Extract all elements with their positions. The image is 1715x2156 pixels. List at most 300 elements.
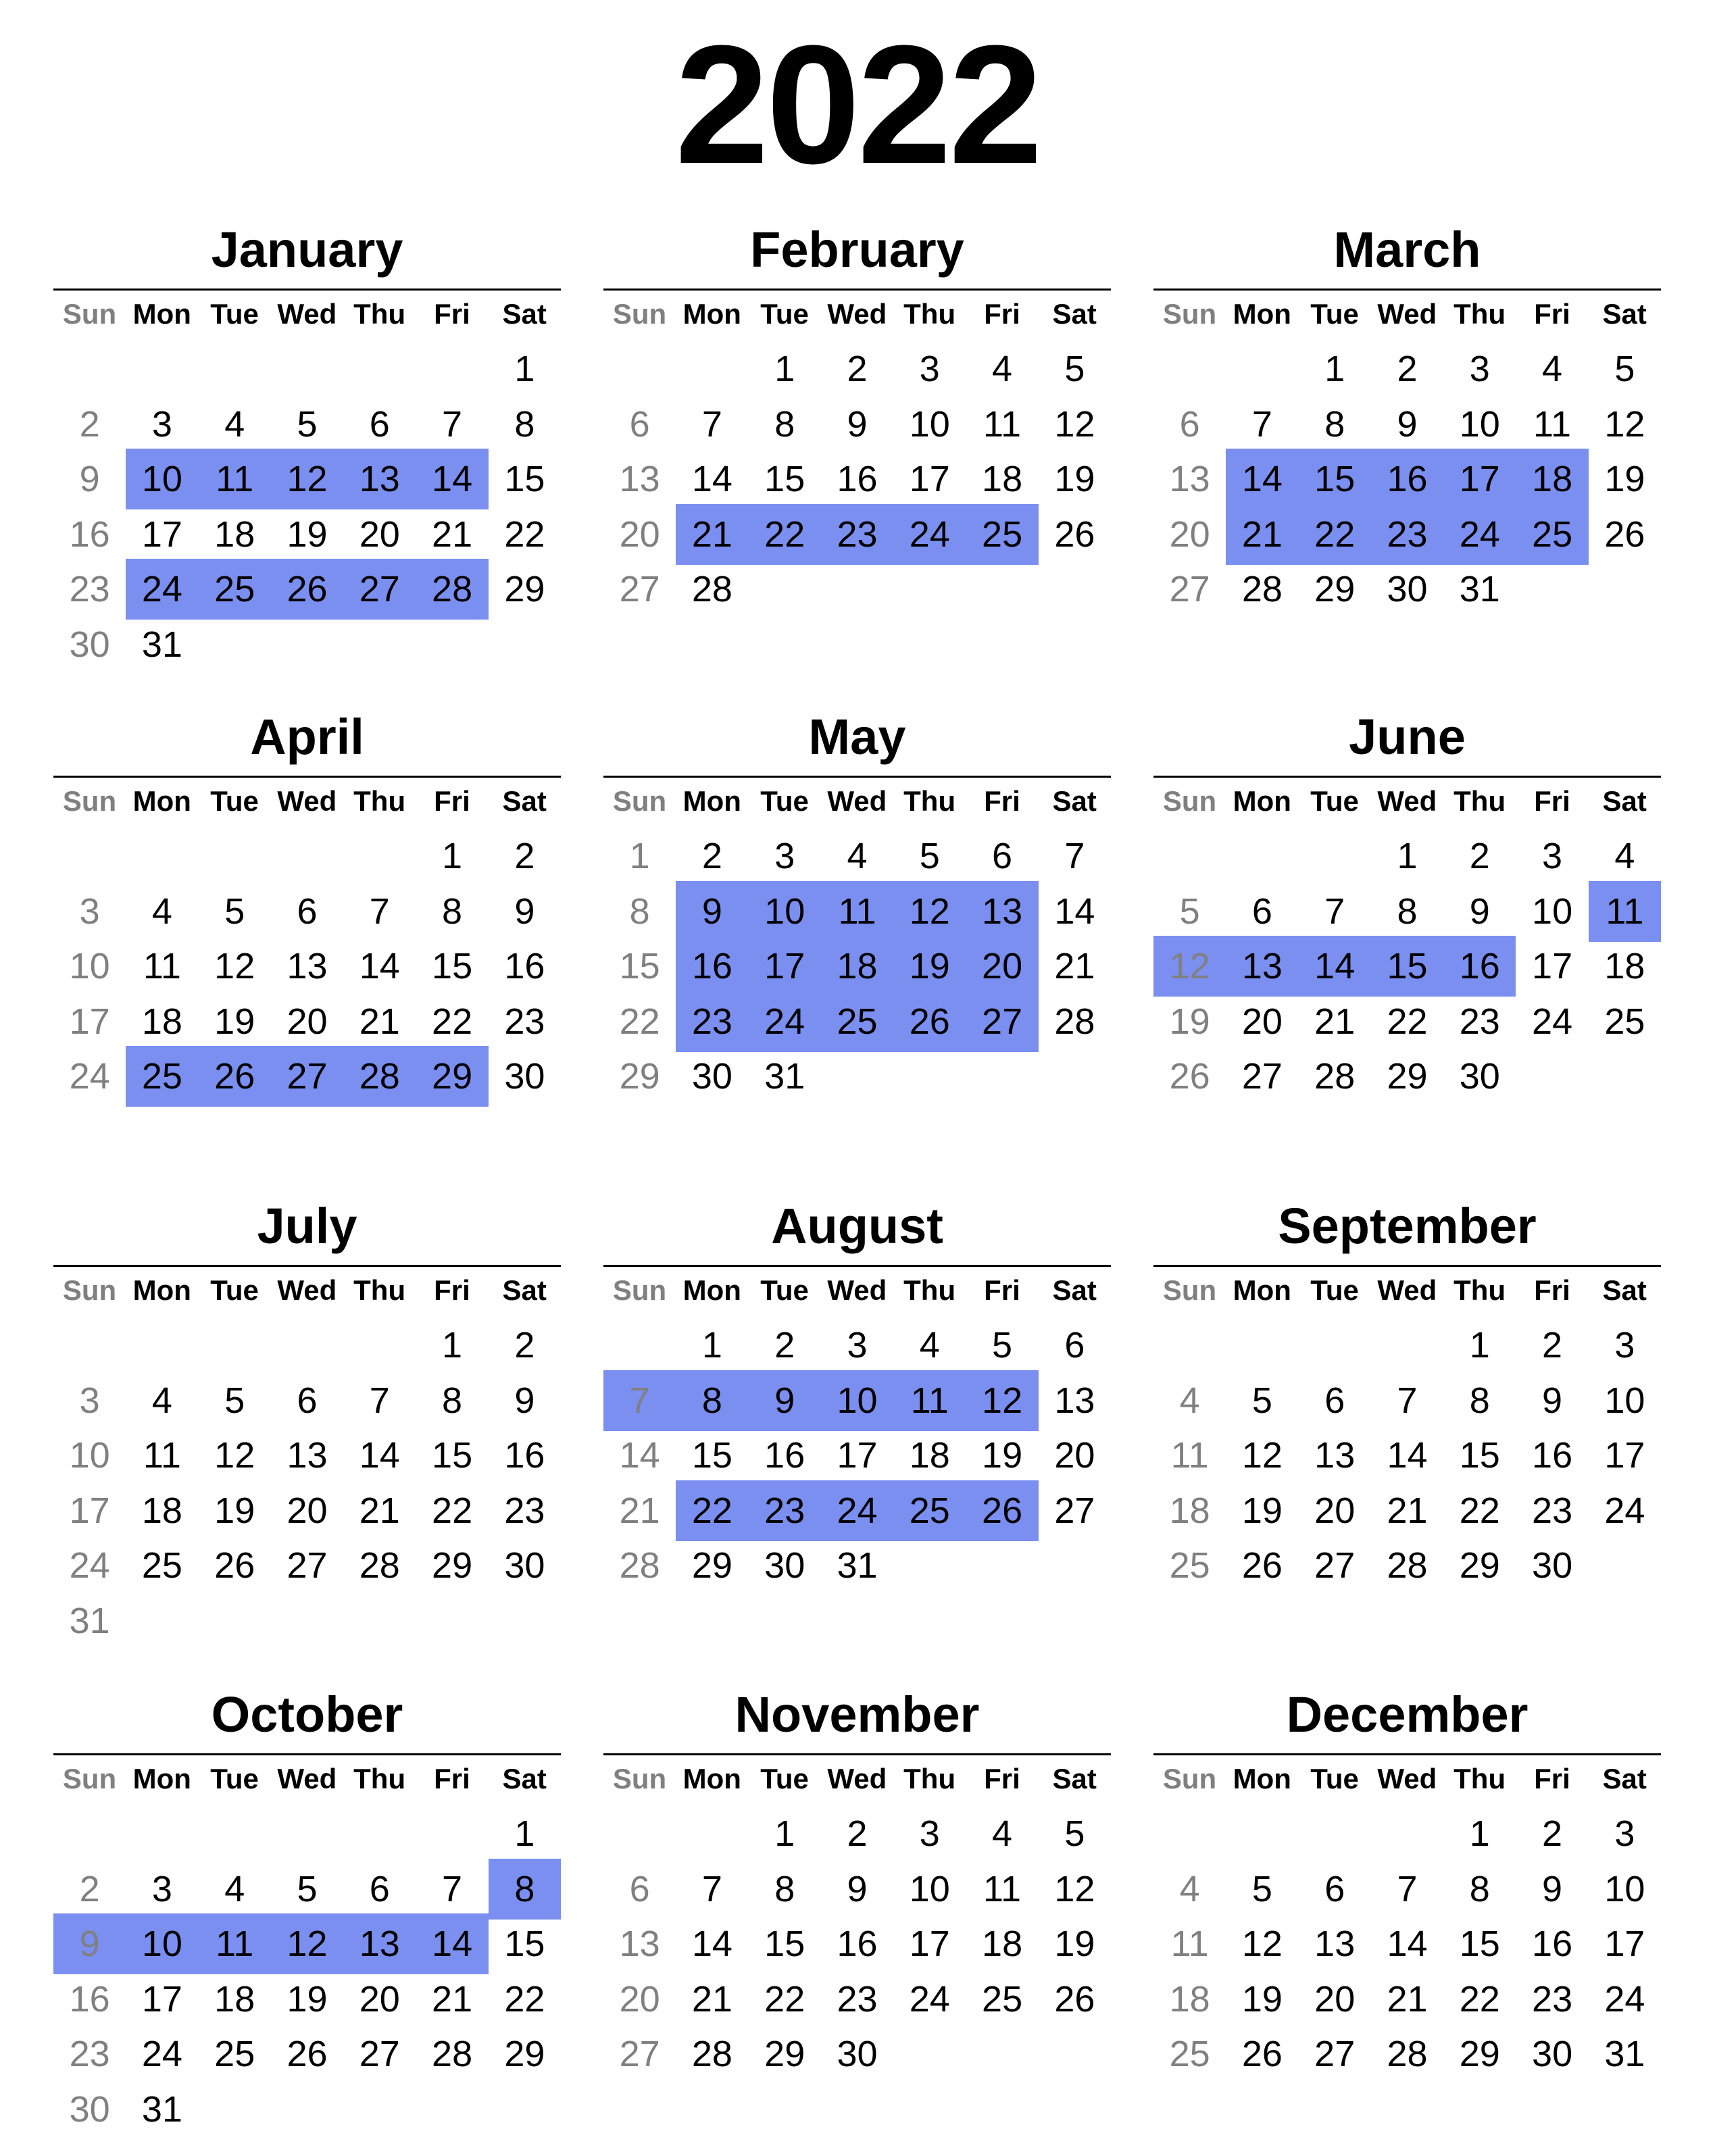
weekday-header: Sun (1162, 785, 1217, 817)
month-name: February (750, 222, 964, 278)
month-name: December (1286, 1686, 1528, 1743)
date-cell: 17 (1604, 1924, 1645, 1964)
date-cell: 22 (1387, 1001, 1428, 1042)
date-cell: 21 (1314, 1001, 1356, 1042)
weekday-header: Wed (277, 298, 337, 330)
date-cell-highlighted: 24 (821, 1480, 893, 1541)
date-cell: 3 (919, 1813, 940, 1854)
date-cell: 4 (151, 891, 172, 932)
date-cell: 22 (764, 1978, 805, 2020)
date-cell-highlighted: 11 (199, 1913, 271, 1974)
date-cell: 30 (1532, 2034, 1573, 2074)
date-cell: 28 (1054, 1001, 1095, 1042)
date-cell-highlighted: 20 (966, 936, 1038, 997)
weekday-header: Thu (1453, 1274, 1506, 1306)
year-title: 2022 (674, 10, 1041, 199)
date-cell: 2 (1469, 836, 1490, 876)
date-cell: 1 (701, 1325, 722, 1365)
weekday-header: Mon (132, 298, 191, 330)
date-cell: 27 (619, 569, 660, 609)
weekday-header: Mon (682, 1763, 741, 1795)
date-cell: 30 (69, 2088, 110, 2130)
date-cell: 29 (1459, 2034, 1500, 2074)
date-cell: 23 (837, 1978, 878, 2020)
weekday-header: Wed (1377, 785, 1437, 817)
date-cell: 12 (1241, 1435, 1283, 1476)
date-cell-highlighted: 15 (1299, 449, 1371, 509)
date-cell: 17 (909, 1924, 950, 1964)
date-cell-highlighted: 13 (1226, 936, 1298, 997)
weekday-header: Wed (1377, 1763, 1437, 1795)
date-cell: 13 (1054, 1380, 1095, 1421)
date-cell: 7 (1064, 836, 1085, 876)
date-cell-highlighted: 26 (893, 991, 966, 1052)
date-cell: 6 (992, 836, 1013, 876)
date-cell: 1 (1397, 836, 1418, 876)
date-cell: 18 (1169, 1490, 1210, 1531)
date-cell: 29 (764, 2034, 805, 2074)
date-cell: 26 (1054, 1978, 1095, 2020)
date-cell: 28 (1314, 1056, 1356, 1097)
date-cell: 7 (701, 1868, 722, 1909)
date-cell: 20 (1054, 1435, 1095, 1476)
date-cell: 18 (909, 1435, 950, 1476)
weekday-header: Mon (682, 298, 741, 330)
date-cell-highlighted: 18 (1516, 449, 1588, 509)
date-cell: 4 (1179, 1380, 1200, 1421)
date-cell: 6 (629, 403, 650, 445)
weekday-header: Sun (612, 1274, 667, 1306)
date-cell: 13 (619, 1924, 660, 1964)
date-cell-highlighted: 12 (893, 881, 966, 942)
date-cell: 31 (69, 1600, 110, 1641)
date-cell: 26 (1241, 2034, 1283, 2074)
date-cell: 15 (1459, 1924, 1500, 1964)
date-cell: 5 (1251, 1868, 1272, 1909)
date-cell: 3 (79, 891, 100, 932)
date-cell: 18 (1169, 1978, 1210, 2020)
date-cell: 3 (1614, 1813, 1635, 1854)
weekday-header: Wed (827, 1274, 887, 1306)
date-cell: 26 (1054, 513, 1095, 555)
month-name: March (1333, 222, 1481, 278)
date-cell: 28 (359, 1545, 400, 1586)
date-cell: 23 (69, 2034, 110, 2074)
date-cell: 30 (69, 624, 110, 665)
date-cell: 29 (619, 1056, 660, 1097)
date-cell-highlighted: 25 (966, 504, 1038, 565)
date-cell: 19 (1241, 1490, 1283, 1531)
date-cell: 6 (1324, 1868, 1345, 1909)
date-cell: 4 (1614, 836, 1635, 876)
date-cell: 27 (1314, 2034, 1356, 2074)
date-cell: 9 (514, 1380, 535, 1421)
date-cell: 20 (359, 1978, 400, 2020)
date-cell-highlighted: 25 (893, 1480, 966, 1541)
date-cell: 21 (359, 1001, 400, 1042)
date-cell: 5 (1064, 1813, 1085, 1854)
date-cell: 19 (214, 1490, 255, 1531)
weekday-header: Sun (612, 298, 667, 330)
date-cell: 20 (1314, 1490, 1356, 1531)
month-name: January (211, 222, 403, 278)
date-cell: 26 (1169, 1056, 1210, 1097)
weekday-header: Sun (62, 1763, 117, 1795)
date-cell: 13 (1314, 1435, 1356, 1476)
date-cell: 6 (369, 403, 390, 445)
date-cell: 4 (992, 1813, 1013, 1854)
weekday-header: Wed (1377, 1274, 1437, 1306)
date-cell: 5 (1179, 891, 1200, 932)
date-cell: 2 (1542, 1325, 1563, 1365)
date-cell: 16 (1532, 1924, 1573, 1964)
month-divider (1153, 1753, 1661, 1755)
date-cell: 16 (837, 1924, 878, 1964)
weekday-header: Sun (1162, 1274, 1217, 1306)
date-cell: 27 (359, 2034, 400, 2074)
date-cell-highlighted: 13 (343, 449, 416, 509)
date-cell: 16 (69, 513, 110, 555)
date-cell: 10 (1604, 1380, 1645, 1421)
date-cell: 30 (691, 1056, 732, 1097)
date-cell: 5 (224, 1380, 245, 1421)
date-cell: 16 (504, 1435, 545, 1476)
date-cell: 20 (619, 1978, 660, 2020)
date-cell: 18 (141, 1001, 182, 1042)
weekday-header: Fri (434, 785, 470, 817)
date-cell: 26 (287, 2034, 328, 2074)
weekday-header: Mon (1233, 785, 1291, 817)
weekday-header: Fri (434, 298, 470, 330)
date-cell: 1 (774, 1813, 795, 1854)
date-cell: 4 (919, 1325, 940, 1365)
date-cell: 3 (1614, 1325, 1635, 1365)
month-name: October (211, 1686, 403, 1743)
weekday-header: Tue (760, 1763, 809, 1795)
date-cell-highlighted: 7 (603, 1370, 676, 1431)
date-cell: 9 (1469, 891, 1490, 932)
date-cell: 7 (442, 1868, 463, 1909)
month-divider (603, 289, 1111, 291)
date-cell: 7 (369, 1380, 390, 1421)
date-cell-highlighted: 14 (1226, 449, 1298, 509)
date-cell-highlighted: 10 (821, 1370, 893, 1431)
weekday-header: Tue (760, 785, 809, 817)
date-cell: 19 (287, 513, 328, 555)
date-cell-highlighted: 21 (1226, 504, 1298, 565)
date-cell: 24 (1532, 1001, 1573, 1042)
date-cell-highlighted: 17 (749, 936, 821, 997)
date-cell: 19 (1054, 1924, 1095, 1964)
month-november (603, 1465, 1111, 2074)
date-cell: 3 (151, 1868, 172, 1909)
weekday-header: Tue (1310, 298, 1359, 330)
date-cell: 13 (619, 459, 660, 499)
date-cell: 9 (79, 459, 100, 499)
date-cell: 9 (514, 891, 535, 932)
date-cell: 21 (1387, 1490, 1428, 1531)
date-cell-highlighted: 9 (676, 881, 748, 942)
date-cell: 7 (369, 891, 390, 932)
weekday-header: Thu (1453, 1763, 1506, 1795)
date-cell: 28 (691, 2034, 732, 2074)
weekday-header: Mon (1233, 298, 1291, 330)
date-cell: 4 (224, 403, 245, 445)
date-cell: 25 (1169, 2034, 1210, 2074)
date-cell: 23 (1459, 1001, 1500, 1042)
month-january (53, 0, 561, 665)
date-cell: 18 (1604, 946, 1645, 986)
date-cell-highlighted: 11 (893, 1370, 966, 1431)
month-divider (1153, 1265, 1661, 1267)
date-cell: 22 (619, 1001, 660, 1042)
date-cell-highlighted: 23 (676, 991, 748, 1052)
weekday-header: Sat (502, 1763, 547, 1795)
date-cell: 30 (504, 1545, 545, 1586)
date-cell: 29 (691, 1545, 732, 1586)
weekday-header: Thu (353, 298, 406, 330)
month-december (1153, 1465, 1661, 2074)
date-cell-highlighted: 9 (53, 1913, 126, 1974)
date-cell: 12 (1054, 1868, 1095, 1909)
date-cell: 2 (701, 836, 722, 876)
date-cell: 1 (442, 1325, 463, 1365)
weekday-header: Sun (62, 1274, 117, 1306)
date-cell: 21 (432, 513, 473, 555)
weekday-header: Tue (1310, 785, 1359, 817)
date-cell: 6 (1179, 403, 1200, 445)
date-cell: 22 (432, 1001, 473, 1042)
date-cell: 31 (837, 1545, 878, 1586)
date-cell: 23 (504, 1001, 545, 1042)
date-cell: 21 (1054, 946, 1095, 986)
date-cell: 1 (514, 1813, 535, 1854)
weekday-header: Fri (984, 785, 1020, 817)
date-cell: 15 (504, 459, 545, 499)
date-cell: 3 (919, 349, 940, 389)
date-cell: 10 (909, 1868, 950, 1909)
date-cell: 15 (691, 1435, 732, 1476)
date-cell: 11 (983, 1868, 1022, 1909)
date-cell: 24 (1604, 1490, 1645, 1531)
weekday-header: Fri (1534, 785, 1570, 817)
date-cell-highlighted: 27 (966, 991, 1038, 1052)
date-cell: 11 (1533, 403, 1572, 445)
weekday-header: Wed (277, 1274, 337, 1306)
date-cell: 17 (141, 1978, 182, 2020)
date-cell-highlighted: 23 (749, 1480, 821, 1541)
weekday-header: Sun (1162, 298, 1217, 330)
weekday-header: Sat (502, 298, 547, 330)
date-cell: 29 (432, 1545, 473, 1586)
date-cell: 10 (69, 946, 110, 986)
weekday-header: Thu (1453, 785, 1506, 817)
date-cell: 31 (141, 624, 182, 665)
date-cell-highlighted: 22 (1299, 504, 1371, 565)
weekday-header: Sun (62, 298, 117, 330)
date-cell: 25 (1604, 1001, 1645, 1042)
date-cell-highlighted: 10 (126, 1913, 198, 1974)
month-june (1153, 487, 1661, 1097)
date-cell: 27 (1241, 1056, 1283, 1097)
month-name: July (257, 1198, 357, 1254)
date-cell-highlighted: 11 (199, 449, 271, 509)
date-cell-highlighted: 24 (749, 991, 821, 1052)
date-cell: 14 (1387, 1924, 1428, 1964)
weekday-header: Thu (903, 1763, 956, 1795)
date-cell: 5 (1064, 349, 1085, 389)
date-cell: 5 (297, 403, 318, 445)
date-cell: 3 (79, 1380, 100, 1421)
date-cell-highlighted: 13 (343, 1913, 416, 1974)
date-cell: 23 (504, 1490, 545, 1531)
date-cell-highlighted: 29 (416, 1046, 488, 1107)
weekday-header: Sat (1602, 1274, 1647, 1306)
date-cell: 11 (143, 946, 181, 986)
date-cell: 28 (691, 569, 732, 609)
weekday-header: Sat (1052, 1763, 1097, 1795)
month-name: September (1278, 1198, 1537, 1254)
date-cell-highlighted: 12 (1153, 936, 1226, 997)
date-cell-highlighted: 22 (676, 1480, 748, 1541)
date-cell: 6 (629, 1868, 650, 1909)
date-cell: 7 (442, 403, 463, 445)
date-cell-highlighted: 12 (271, 1913, 343, 1974)
date-cell: 30 (837, 2034, 878, 2074)
date-cell: 8 (514, 403, 535, 445)
date-cell-highlighted: 21 (676, 504, 748, 565)
date-cell: 13 (1169, 459, 1210, 499)
date-cell: 22 (1459, 1490, 1500, 1531)
date-cell: 10 (1459, 403, 1500, 445)
date-cell: 16 (504, 946, 545, 986)
weekday-header: Sat (1602, 298, 1647, 330)
date-cell: 3 (1469, 349, 1490, 389)
weekday-header: Mon (1233, 1763, 1291, 1795)
date-cell: 20 (1314, 1978, 1356, 2020)
date-cell: 13 (287, 1435, 328, 1476)
date-cell-highlighted: 26 (966, 1480, 1038, 1541)
date-cell: 18 (214, 1978, 255, 2020)
date-cell: 22 (504, 513, 545, 555)
date-cell: 12 (1241, 1924, 1283, 1964)
date-cell: 26 (1604, 513, 1645, 555)
date-cell: 18 (982, 459, 1023, 499)
date-cell-highlighted: 25 (199, 559, 271, 620)
date-cell: 31 (1604, 2034, 1645, 2074)
date-cell: 2 (79, 403, 100, 445)
date-cell: 6 (369, 1868, 390, 1909)
date-cell: 31 (141, 2088, 182, 2130)
date-cell: 17 (909, 459, 950, 499)
date-cell: 4 (151, 1380, 172, 1421)
date-cell: 9 (1542, 1380, 1563, 1421)
month-october (53, 1465, 561, 2130)
month-divider (603, 1265, 1111, 1267)
date-cell: 8 (1324, 403, 1345, 445)
date-cell: 15 (764, 1924, 805, 1964)
date-cell: 15 (764, 459, 805, 499)
month-name: April (250, 709, 364, 765)
weekday-header: Wed (827, 1763, 887, 1795)
month-april (53, 487, 561, 1097)
date-cell: 29 (1387, 1056, 1428, 1097)
date-cell: 2 (514, 1325, 535, 1365)
date-cell: 9 (847, 1868, 868, 1909)
month-name: August (771, 1198, 943, 1254)
date-cell: 29 (504, 2034, 545, 2074)
date-cell: 15 (1459, 1435, 1500, 1476)
month-divider (1153, 289, 1661, 291)
date-cell: 3 (774, 836, 795, 876)
weekday-header: Fri (434, 1763, 470, 1795)
date-cell-highlighted: 12 (271, 449, 343, 509)
weekday-header: Sun (1162, 1763, 1217, 1795)
weekday-header: Thu (903, 785, 956, 817)
date-cell: 20 (287, 1490, 328, 1531)
date-cell: 7 (701, 403, 722, 445)
date-cell: 20 (287, 1001, 328, 1042)
date-cell: 4 (992, 349, 1013, 389)
date-cell: 19 (287, 1978, 328, 2020)
date-cell: 11 (983, 403, 1022, 445)
date-cell: 17 (141, 513, 182, 555)
date-cell: 16 (1532, 1435, 1573, 1476)
date-cell: 5 (919, 836, 940, 876)
weekday-header: Tue (1310, 1274, 1359, 1306)
weekday-header: Wed (827, 298, 887, 330)
date-cell: 1 (1469, 1813, 1490, 1854)
date-cell: 6 (1064, 1325, 1085, 1365)
weekday-header: Wed (277, 785, 337, 817)
weekday-header: Fri (1534, 1274, 1570, 1306)
weekday-header: Sat (1602, 785, 1647, 817)
date-cell: 24 (909, 1978, 950, 2020)
date-cell: 6 (1324, 1380, 1345, 1421)
date-cell: 4 (224, 1868, 245, 1909)
date-cell-highlighted: 8 (489, 1859, 561, 1920)
date-cell: 28 (1387, 1545, 1428, 1586)
date-cell: 9 (847, 403, 868, 445)
date-cell: 21 (359, 1490, 400, 1531)
date-cell-highlighted: 14 (416, 1913, 488, 1974)
date-cell: 18 (982, 1924, 1023, 1964)
weekday-header: Fri (434, 1274, 470, 1306)
date-cell-highlighted: 12 (966, 1370, 1038, 1431)
date-cell-highlighted: 26 (271, 559, 343, 620)
date-cell: 1 (1469, 1325, 1490, 1365)
date-cell: 26 (214, 1545, 255, 1586)
weekday-header: Mon (682, 785, 741, 817)
date-cell: 7 (1324, 891, 1345, 932)
date-cell: 12 (214, 946, 255, 986)
date-cell-highlighted: 11 (1589, 881, 1661, 942)
date-cell: 19 (982, 1435, 1023, 1476)
date-cell: 23 (1532, 1978, 1573, 2020)
date-cell: 17 (837, 1435, 878, 1476)
month-august (603, 976, 1111, 1586)
date-cell: 13 (1314, 1924, 1356, 1964)
date-cell: 15 (504, 1924, 545, 1964)
date-cell: 5 (1251, 1380, 1272, 1421)
date-cell-highlighted: 28 (343, 1046, 416, 1107)
date-cell: 20 (619, 513, 660, 555)
weekday-header: Mon (1233, 1274, 1291, 1306)
date-cell: 31 (1459, 569, 1500, 609)
date-cell: 2 (847, 349, 868, 389)
date-cell: 1 (1324, 349, 1345, 389)
date-cell: 12 (214, 1435, 255, 1476)
